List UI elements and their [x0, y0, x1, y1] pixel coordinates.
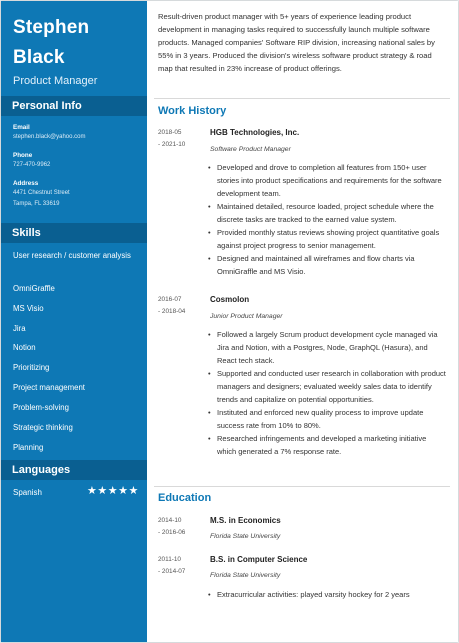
- skill-item: Strategic thinking: [13, 423, 73, 432]
- skill-item: Planning: [13, 443, 44, 452]
- job-date-range: [158, 294, 185, 318]
- first-name: Stephen: [13, 17, 90, 38]
- job-bullet: • Followed a largely Scrum product development cycle managed via Jira and Notion, with a Postgres, Node, GraphQL (Hasura), and React tech stack.: [207, 328, 447, 367]
- job-bullet: • Instituted and enforced new quality process to improve update success rate from 10% to 80%.: [207, 406, 447, 432]
- work-history-heading: Work History: [158, 105, 227, 117]
- skill-item: Notion: [13, 343, 36, 352]
- candidate-title: Product Manager: [13, 75, 98, 87]
- skill-item: OmniGraffle: [13, 284, 55, 293]
- address-line-2: Tampa, FL 33619: [13, 201, 60, 207]
- education-bullet: • Extracurricular activities: played varsity hockey for 2 years: [207, 588, 447, 601]
- education-bullet-list: [207, 588, 447, 601]
- education-end-date: - 2016-06: [158, 529, 186, 536]
- job-bullet: • Designed and maintained all wireframes and flow charts via OmniGraffle and MS Visio.: [207, 252, 447, 278]
- section-divider: [154, 486, 450, 487]
- star-icon: ★: [128, 485, 139, 497]
- job-start-date: 2016-07: [158, 296, 182, 303]
- education-school: Florida State University: [210, 533, 281, 540]
- job-company: HGB Technologies, Inc.: [210, 128, 300, 137]
- skill-item: Project management: [13, 383, 85, 392]
- phone-label: Phone: [13, 152, 33, 159]
- education-date-range: [158, 515, 185, 539]
- education-heading: Education: [158, 492, 212, 504]
- job-bullet: • Maintained detailed, resource loaded, project schedule where the discrete tasks are tracked to the earned value system.: [207, 200, 447, 226]
- education-degree: M.S. in Economics: [210, 516, 281, 525]
- star-icon: ★: [87, 485, 98, 497]
- education-start-date: 2014-10: [158, 517, 182, 524]
- job-date-range: [158, 127, 185, 151]
- skill-item: MS Visio: [13, 304, 44, 313]
- skill-item: User research / customer analysis: [13, 251, 131, 260]
- job-bullet: • Developed and drove to completion all features from 150+ user stories into product specifications and requirements for the software development team.: [207, 161, 447, 200]
- skill-item: Problem-solving: [13, 403, 69, 412]
- education-degree: B.S. in Computer Science: [210, 555, 308, 564]
- skill-item: Jira: [13, 324, 26, 333]
- professional-summary: Result-driven product manager with 5+ years of experience leading product development in managing tasks required to successfully launch multiple software products. Managed companies' Software RIP division, increasing national sales by 55% in 3 years. Produced the division's wireless software product strategy & road map that resulted in 23% increase of product offerings.: [158, 12, 435, 74]
- phone-value: 727-470-9962: [13, 162, 51, 168]
- skills-heading: Skills: [1, 223, 147, 243]
- job-bullet: • Researched infringements and developed a marketing initiative which generated a 7% response rate.: [207, 432, 447, 458]
- resume-page: [1, 1, 458, 642]
- education-end-date: - 2014-07: [158, 568, 186, 575]
- skill-item: Prioritizing: [13, 363, 50, 372]
- address-label: Address: [13, 180, 39, 187]
- language-rating-stars: [87, 484, 139, 497]
- language-name: Spanish: [13, 488, 42, 497]
- job-end-date: - 2018-04: [158, 308, 186, 315]
- job-start-date: 2018-05: [158, 129, 182, 136]
- education-date-range: [158, 554, 185, 578]
- job-role: Junior Product Manager: [210, 313, 283, 320]
- job-bullet-list: [207, 161, 447, 278]
- star-icon: ★: [107, 485, 119, 497]
- resume-sidebar: [1, 1, 147, 642]
- personal-info-heading: Personal Info: [1, 96, 147, 116]
- education-school: Florida State University: [210, 572, 281, 579]
- job-bullet-list: [207, 328, 447, 458]
- email-value: stephen.black@yahoo.com: [13, 134, 86, 140]
- languages-heading: Languages: [1, 460, 147, 480]
- job-company: Cosmolon: [210, 295, 250, 304]
- star-icon: ★: [97, 485, 108, 497]
- address-line-1: 4471 Chestnut Street: [13, 190, 70, 196]
- job-bullet: • Supported and conducted user research in collaboration with product managers and designers; evaluated weekly sales data to identify trends and capitalize on potential opportunities.: [207, 367, 447, 406]
- job-bullet: • Provided monthly status reviews showing project quantitative goals against project progress to senior management.: [207, 226, 447, 252]
- section-divider: [154, 98, 450, 99]
- last-name: Black: [13, 47, 65, 68]
- email-label: Email: [13, 124, 30, 131]
- job-role: Software Product Manager: [210, 146, 291, 153]
- star-icon: ★: [118, 485, 129, 497]
- education-start-date: 2011-10: [158, 556, 181, 563]
- candidate-name: [13, 13, 89, 73]
- job-end-date: - 2021-10: [158, 141, 186, 148]
